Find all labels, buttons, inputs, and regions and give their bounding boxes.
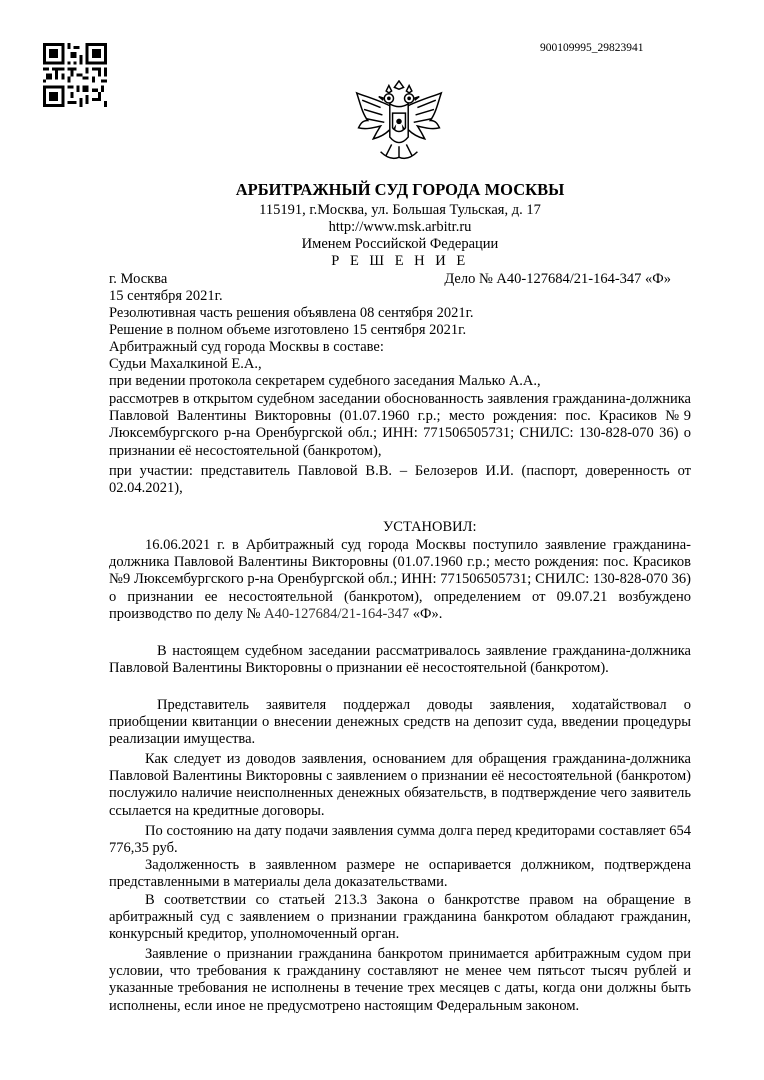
decision-title: Р Е Ш Е Н И Е [331,253,469,269]
city: г. Москва [109,271,168,287]
paragraph-debt-amount: По состоянию на дату подачи заявления сумма долга перед кредиторами составляет 654 776,35 руб. [109,823,691,857]
in-name-of-line: Именем Российской Федерации [301,236,499,252]
intro-line: Резолютивная часть решения объявлена 08 сентября 2021г. [109,305,474,321]
intro-line: Арбитражный суд города Москвы в составе: [109,339,384,355]
court-address: 115191, г.Москва, ул. Большая Тульская, д. 17 [259,202,541,218]
paragraph-debt-confirmed: Задолженность в заявленном размере не оспаривается должником, подтверждена представленными в материалы дела доказательствами. [109,857,691,891]
paragraph-representative: Представитель заявителя поддержал доводы заявления, ходатайствовал о приобщении квитанции о внесении денежных средств на депозит суда, введении процедуры реализации имущества. [109,697,691,748]
paragraph-law-article: В соответствии со статьей 213.3 Закона о банкротстве правом на обращение в арбитражный суд с заявлением о признании гражданина банкротом обладают гражданин, конкурсный кредитор, уполномоченный орган. [109,892,691,943]
court-website: http://www.msk.arbitr.ru [328,219,472,235]
document-number: 900109995_29823941 [540,42,644,54]
case-reference: А40-127684/21-164-347 [264,605,410,622]
paragraph-conditions: Заявление о признании гражданина банкротом принимается арбитражным судом при условии, что требования к гражданину составляют не менее чем пятьсот тысяч рублей и указанные требования не исполнены в течение трех месяцев с даты, когда они должны быть исполнены, если иное не предусмотрено настоящим Федеральным законом. [109,946,691,1014]
intro-line: при ведении протокола секретарем судебного заседания Малько А.А., [109,373,541,389]
consideration-paragraph: рассмотрев в открытом судебном заседании обоснованность заявления гражданина-должника Павловой Валентины Викторовны (01.07.1960 г.р.; место рождения: пос. Красиков №9 Люксембургского р-на Оренбургской обл.; ИНН: 771506505731; СНИЛС: 130-828-070 36) о признании её несостоятельной (банкротом), [109,391,691,459]
paragraph-grounds: Как следует из доводов заявления, основанием для обращения гражданина-должника Павловой Валентины Викторовны с заявлением о признании её несостоятельной (банкротом) послужило наличие неисполненных денежных обязательств, в подтверждение чего заявитель ссылается на кредитные договоры. [109,751,691,819]
intro-line: Судьи Махалкиной Е.А., [109,356,262,372]
court-name: АРБИТРАЖНЫЙ СУД ГОРОДА МОСКВЫ [235,180,565,199]
participation-paragraph: при участии: представитель Павловой В.В. – Белозеров И.И. (паспорт, доверенность от 02.04.2021), [109,463,691,497]
paragraph-filing: 16.06.2021 г. в Арбитражный суд города Москвы поступило заявление гражданина-должника Павловой Валентины Викторовны (01.07.1960 г.р.; место рождения: пос. Красиков №9 Люксембургского р-на Оренбургской обл.; ИНН: 771506505731; СНИЛС: 130-828-070 36) о признании ее несостоятельной (банкротом), определением от 09.07.21 возбуждено производство по делу № А40-127684/21-164-347 «Ф». [109,537,691,622]
paragraph-hearing: В настоящем судебном заседании рассматривалось заявление гражданина-должника Павловой Валентины Викторовны о признании её несостоятельной (банкротом). [109,643,691,677]
established-heading: УСТАНОВИЛ: [383,519,477,535]
intro-line: Решение в полном объеме изготовлено 15 сентября 2021г. [109,322,467,338]
coat-of-arms-emblem [353,80,445,172]
qr-code [43,43,107,107]
decision-date: 15 сентября 2021г. [109,288,223,304]
case-number: Дело № А40-127684/21-164-347 «Ф» [444,271,671,287]
